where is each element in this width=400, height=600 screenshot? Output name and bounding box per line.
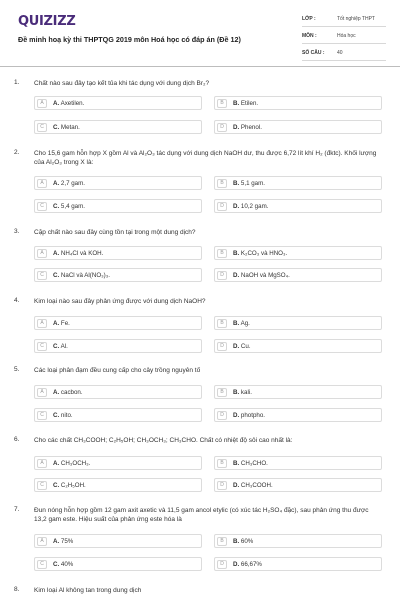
option-d[interactable]: D D. photpho. bbox=[214, 408, 382, 422]
option-a[interactable]: A A. cacbon. bbox=[34, 385, 202, 399]
meta-key: LỚP : bbox=[302, 16, 316, 22]
option-letter-box: A bbox=[37, 179, 47, 188]
option-a[interactable]: A A. NH₄Cl và KOH. bbox=[34, 246, 202, 260]
option-c[interactable]: C C. 5,4 gam. bbox=[34, 199, 202, 213]
header-divider bbox=[0, 66, 400, 67]
meta-value: Tốt nghiệp THPT bbox=[337, 16, 375, 22]
question-number: 8. bbox=[14, 586, 20, 593]
question-number: 1. bbox=[14, 79, 20, 86]
option-d[interactable]: D D. 66,67% bbox=[214, 557, 382, 571]
meta-row-count bbox=[302, 46, 386, 61]
option-c[interactable]: C C. 40% bbox=[34, 557, 202, 571]
option-letter-box: C bbox=[37, 560, 47, 569]
option-d[interactable]: D D. Phenol. bbox=[214, 120, 382, 134]
option-b[interactable]: B B. Ag. bbox=[214, 316, 382, 330]
worksheet-meta bbox=[302, 12, 386, 63]
option-a[interactable]: A A. CH₃OCH₃. bbox=[34, 456, 202, 470]
option-b[interactable]: B B. 5,1 gam. bbox=[214, 176, 382, 190]
option-letter-box: D bbox=[217, 411, 227, 420]
question-number: 4. bbox=[14, 297, 20, 304]
option-letter-box: C bbox=[37, 411, 47, 420]
meta-key: MÔN : bbox=[302, 33, 317, 39]
page-title: Đề minh hoạ kỳ thi THPTQG 2019 môn Hoá học có đáp án (Đề 12) bbox=[18, 35, 241, 44]
option-a[interactable]: A A. 2,7 gam. bbox=[34, 176, 202, 190]
question-number: 2. bbox=[14, 149, 20, 156]
option-letter-box: D bbox=[217, 123, 227, 132]
option-letter-box: B bbox=[217, 99, 227, 108]
meta-row-class bbox=[302, 12, 386, 27]
option-letter-box: A bbox=[37, 319, 47, 328]
option-c[interactable]: C C. Metan. bbox=[34, 120, 202, 134]
option-c[interactable]: C C. C₂H₅OH. bbox=[34, 478, 202, 492]
option-b[interactable]: B B. Etilen. bbox=[214, 96, 382, 110]
option-c[interactable]: C C. Al. bbox=[34, 339, 202, 353]
option-letter-box: C bbox=[37, 481, 47, 490]
option-a[interactable]: A A. Fe. bbox=[34, 316, 202, 330]
option-letter-box: D bbox=[217, 342, 227, 351]
option-d[interactable]: D D. NaOH và MgSO₄. bbox=[214, 268, 382, 282]
option-b[interactable]: B B. 60% bbox=[214, 534, 382, 548]
option-b[interactable]: B B. K₂CO₃ và HNO₃. bbox=[214, 246, 382, 260]
option-letter-box: A bbox=[37, 459, 47, 468]
option-letter-box: B bbox=[217, 459, 227, 468]
worksheet-header bbox=[0, 0, 400, 68]
question-text: Cho 15,6 gam hỗn hợp X gồm Al và Al₂O₃ tác dụng với dung dịch NaOH dư, thu được 6,72 lít khí H₂ (đktc). Khối lượng của Al₂O₃ trong X là: bbox=[34, 150, 377, 166]
option-letter-box: A bbox=[37, 249, 47, 258]
option-c[interactable]: C C. NaCl và Al(NO₃)₃. bbox=[34, 268, 202, 282]
option-letter-box: D bbox=[217, 481, 227, 490]
option-d[interactable]: D D. CH₃COOH. bbox=[214, 478, 382, 492]
option-letter-box: D bbox=[217, 271, 227, 280]
quizizz-logo: QUIZIZZ bbox=[18, 14, 76, 29]
option-a[interactable]: A A. Axetilen. bbox=[34, 96, 202, 110]
option-letter-box: C bbox=[37, 271, 47, 280]
question-number: 3. bbox=[14, 228, 20, 235]
question-text: Kim loại Al không tan trong dung dịch bbox=[34, 587, 142, 594]
meta-value: Hóa học bbox=[337, 33, 356, 39]
meta-value: 40 bbox=[337, 50, 343, 56]
option-letter-box: B bbox=[217, 249, 227, 258]
option-a[interactable]: A A. 75% bbox=[34, 534, 202, 548]
option-c[interactable]: C C. nito. bbox=[34, 408, 202, 422]
question-text: Kim loại nào sau đây phản ứng được với dung dịch NaOH? bbox=[34, 298, 206, 305]
question-text: Cặp chất nào sau đây cùng tồn tại trong một dung dịch? bbox=[34, 229, 196, 236]
meta-key: SỐ CÂU : bbox=[302, 50, 325, 56]
question-text: Các loại phân đạm đều cung cấp cho cây trồng nguyên tố bbox=[34, 367, 201, 374]
option-letter-box: B bbox=[217, 319, 227, 328]
option-letter-box: B bbox=[217, 179, 227, 188]
option-letter-box: C bbox=[37, 202, 47, 211]
question-number: 6. bbox=[14, 436, 20, 443]
option-letter-box: D bbox=[217, 202, 227, 211]
option-d[interactable]: D D. 10,2 gam. bbox=[214, 199, 382, 213]
option-letter-box: C bbox=[37, 342, 47, 351]
question-number: 7. bbox=[14, 506, 20, 513]
question-text: Đun nóng hỗn hợp gồm 12 gam axit axetic và 11,5 gam ancol etylic (có xúc tác H₂SO₄ đặc), sau phản ứng thu được 13,2 gam este. Hiệu suất của phản ứng este hóa là bbox=[34, 507, 369, 523]
option-letter-box: A bbox=[37, 537, 47, 546]
question-text: Chất nào sau đây tạo kết tủa khi tác dụng với dung dịch Br₂? bbox=[34, 80, 210, 87]
option-letter-box: A bbox=[37, 99, 47, 108]
question-number: 5. bbox=[14, 366, 20, 373]
option-d[interactable]: D D. Cu. bbox=[214, 339, 382, 353]
option-letter-box: C bbox=[37, 123, 47, 132]
option-b[interactable]: B B. kali. bbox=[214, 385, 382, 399]
option-letter-box: B bbox=[217, 388, 227, 397]
meta-row-subject bbox=[302, 29, 386, 44]
option-letter-box: A bbox=[37, 388, 47, 397]
question-text: Cho các chất CH₃COOH; C₂H₅OH; CH₃OCH₃; CH₃CHO. Chất có nhiệt độ sôi cao nhất là: bbox=[34, 437, 293, 444]
option-b[interactable]: B B. CH₃CHO. bbox=[214, 456, 382, 470]
option-letter-box: B bbox=[217, 537, 227, 546]
option-letter-box: D bbox=[217, 560, 227, 569]
